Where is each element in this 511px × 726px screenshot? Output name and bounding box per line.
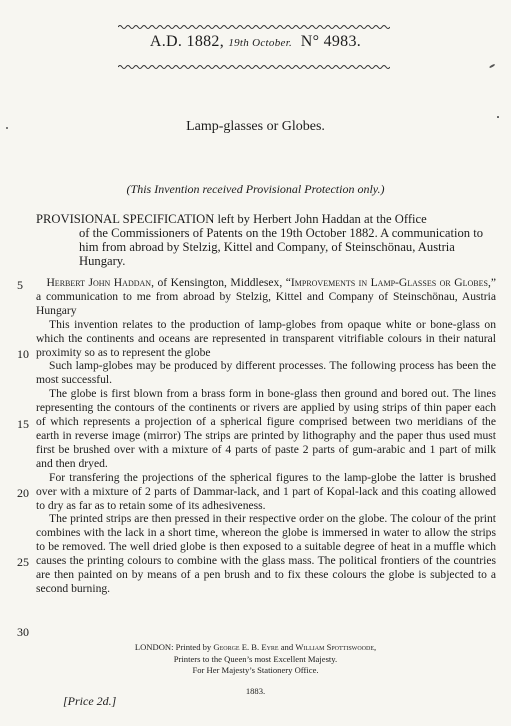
invention-title-smallcaps: Improvements in Lamp-Glasses or Globes xyxy=(290,276,488,289)
top-ornamental-rule xyxy=(118,24,390,30)
printer-imprint xyxy=(0,642,511,677)
provisional-protection-note: (This Invention received Provisional Protection only.) xyxy=(126,182,385,196)
line-number-5: 5 xyxy=(17,278,23,292)
line-number-20: 20 xyxy=(17,486,29,500)
imprint-prefix: LONDON: Printed by xyxy=(134,642,212,652)
printer-two: William Spottiswoode, xyxy=(295,642,377,652)
communication-note: ,” a communication to me from abroad by Stelzig, Kittel and Company of Steinschönau, Austria Hungary xyxy=(36,276,496,317)
line-number-15: 15 xyxy=(17,417,29,431)
print-year: 1883. xyxy=(245,686,266,696)
header-year: A.D. 1882, xyxy=(149,33,225,50)
specification-continued: of the Commissioners of Patents on the 19th October 1882. A communication to him from abroad by Stelzig, Kittel and Company, of Steinschönau, Austria Hungary. xyxy=(79,226,484,268)
line-number-25: 25 xyxy=(17,555,29,569)
paragraph-printing: The printed strips are then pressed in their respective order on the globe. The colour of the print combines with the lack in a short time, whereon the globe is immersed in water to allow the strips to be removed. The well dried globe is then exposed to a suitable degree of heat in a muffle which causes the printing colours to combine with the glass mass. The political frontiers of the countries are then painted on by means of a pen brush and to fix these colours the globe is subjected to a second burning. xyxy=(36,512,496,595)
paragraph-processes: Such lamp-globes may be produced by different processes. The following process has been the most successful. xyxy=(36,359,496,387)
scan-speck xyxy=(6,127,8,129)
invention-title: Lamp-glasses or Globes. xyxy=(186,119,325,134)
patent-header xyxy=(0,33,511,51)
price-label: [Price 2d.] xyxy=(63,694,117,708)
imprint-line-3: For Her Majesty’s Stationery Office. xyxy=(192,665,319,676)
header-date: 19th October. xyxy=(228,37,293,49)
imprint-line-2: Printers to the Queen’s most Excellent Majesty. xyxy=(173,653,338,664)
scan-speck xyxy=(497,116,499,118)
bottom-ornamental-rule xyxy=(118,64,390,70)
paragraph-applicant xyxy=(36,276,496,318)
line-number-10: 10 xyxy=(17,347,29,361)
paragraph-purpose: This invention relates to the production of lamp-globes from opaque white or bone-glass on which the continents and oceans are represented in transparent vitrifiable colours in their natural proximity so as to represent the globe xyxy=(36,317,496,359)
patent-number: N° 4983. xyxy=(300,33,362,50)
scan-mark xyxy=(489,64,495,68)
imprint-line-1 xyxy=(0,642,511,654)
specification-body xyxy=(36,276,496,596)
applicant-name: Herbert John Haddan xyxy=(46,276,152,289)
paragraph-transfer: For transfering the projections of the spherical figures to the lamp-globe the latter is brushed over with a mixture of 2 parts of Dammar-lack, and 1 part of Kopal-lack and this coating allowed to dry as far as to retain some of its adhesiveness. xyxy=(36,470,496,512)
paragraph-blowing: The globe is first blown from a brass form in bone-glass then ground and bored out. The lines representing the contours of the continents or rivers are applied by using strips of thin paper each of which represents a projection of a spherical figure comprised between two meridians of the earth in reverse image (mirror) The strips are printed by lithography and the paper thus used must first be brushed over with a mixture of 4 parts of paste 2 parts of gum-arabic and 1 part of milk and then dryed. xyxy=(36,387,496,470)
provisional-specification xyxy=(36,212,494,268)
specification-intro: PROVISIONAL SPECIFICATION left by Herbert John Haddan at the Office xyxy=(36,212,427,226)
applicant-location: , of Kensington, Middlesex, “ xyxy=(151,276,291,289)
printer-one: George E. B. Eyre xyxy=(213,642,279,652)
line-number-30: 30 xyxy=(17,625,29,639)
imprint-and: and xyxy=(280,642,294,652)
